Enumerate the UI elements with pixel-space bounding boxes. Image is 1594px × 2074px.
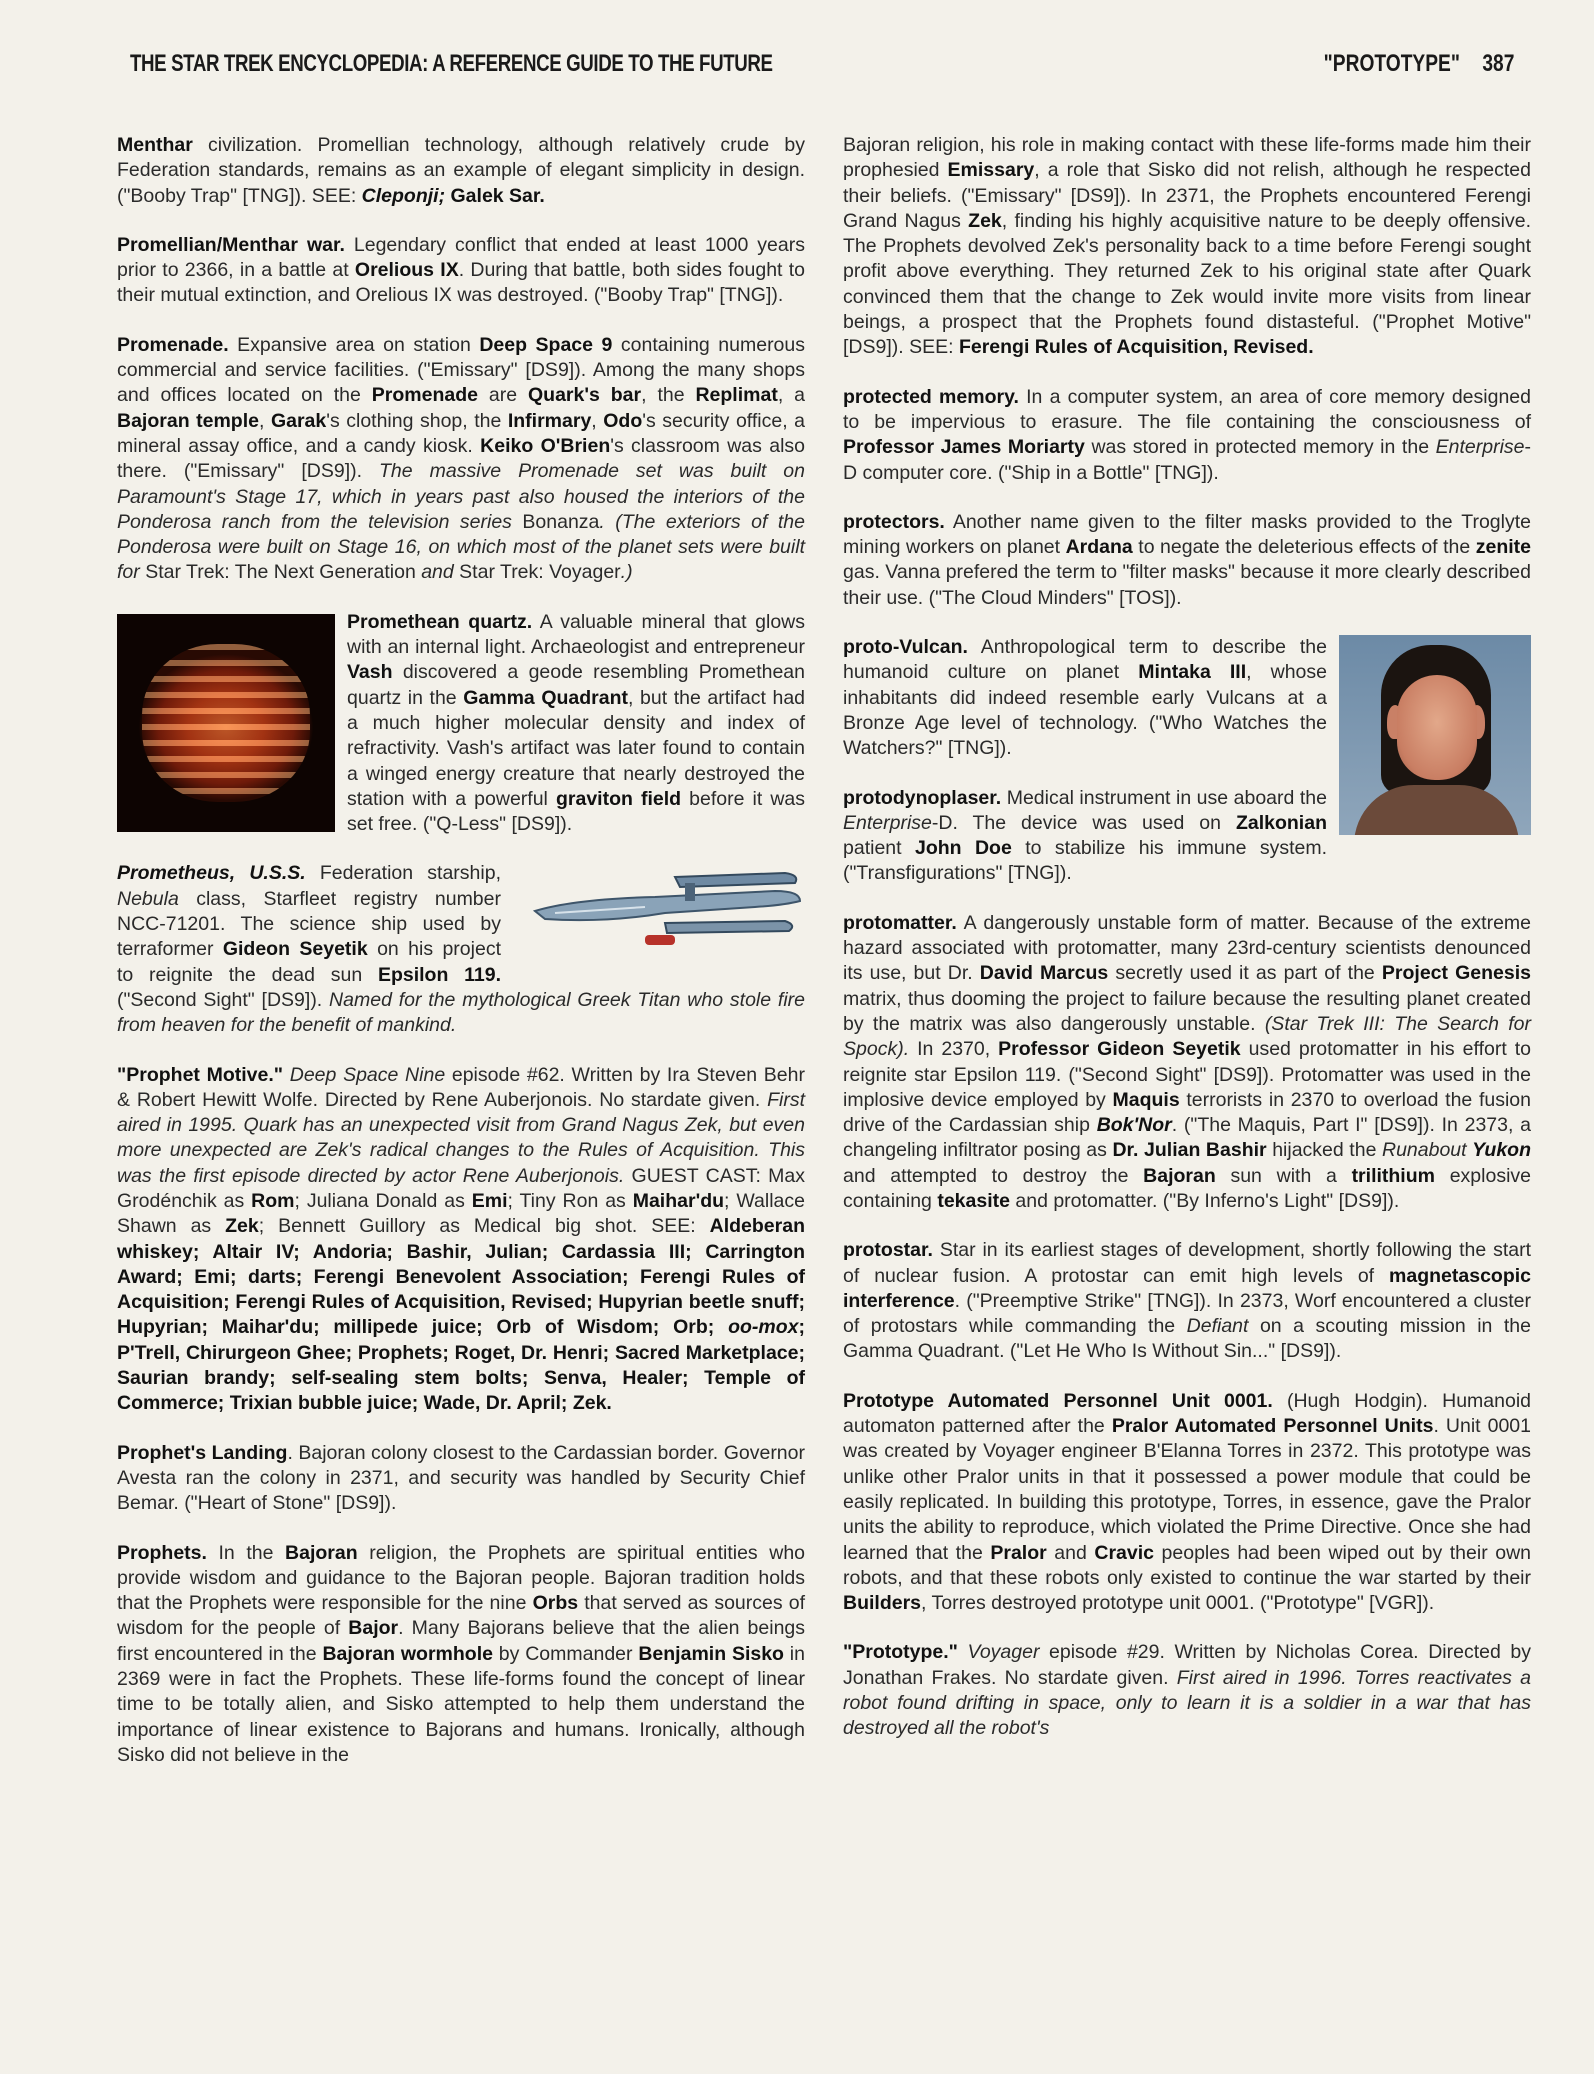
cross-ref: Dr. Julian Bashir [1112, 1139, 1267, 1162]
entry-menthar-continued [117, 133, 805, 209]
entry-term: Promellian/Menthar war. [117, 233, 345, 256]
text: , finding his highly acquisitive nature to be deeply offensive. The Prophets devolved Zek's personality back to a time before Ferengi sought profit above everything. They returned Zek to his original state after Quark convinced them that the change to Zek would invite more visits from linear beings, a prospect that the Prophets found distasteful. ("Prophet Motive" [DS9]). SEE: [843, 209, 1531, 359]
entry-promethean-quartz [117, 610, 805, 838]
text: A dangerously unstable form of matter. Because of the extreme hazard associated with protomatter, many 23rd-century scientists denounced its use, but Dr. [843, 911, 1531, 985]
text: Another name given to the filter masks provided to the Troglyte mining workers on planet [843, 510, 1531, 559]
annotation: First aired in 1995. Quark has an unexpected visit from Grand Nagus Zek, but even more unexpected are Zek's radical changes to the Rules of Acquisition. This was the first episode directed by actor Rene Auberjonois. [117, 1088, 805, 1187]
text [958, 1641, 968, 1663]
entry-proto-vulcan [843, 635, 1531, 761]
text: . Bajoran colony closest to the Cardassian border. Governor Avesta ran the colony in 2371, and security was handled by Security Chief Bemar. ("Heart of Stone" [DS9]). [117, 1441, 805, 1515]
text: Enterprise [843, 811, 932, 834]
text: that served as sources of wisdom for the people of [117, 1592, 806, 1640]
cross-ref: Quark's bar [528, 384, 642, 407]
annotation: First aired in 1996. Torres reactivates a robot found drifting in space, only to learn it is a soldier in a war that has destroyed all the robot's [843, 1666, 1531, 1740]
annotation: . (The exteriors of the Ponderosa were built on Stage 16, on which most of the planet sets were built for [117, 510, 805, 584]
cross-ref: Cleponji; [361, 184, 446, 207]
text: , the [641, 384, 696, 407]
text: to stabilize his immune system. ("Transfigurations" [TNG]). [843, 837, 1327, 885]
annotation: The massive Promenade set was built on Paramount's Stage 17, which in years past also housed the interiors of the Ponderosa ranch from the television series [117, 460, 806, 533]
text: Legendary conflict that ended at least 1000 years prior to 2366, in a battle at [117, 233, 805, 282]
entry-term: Prophets. [117, 1541, 207, 1564]
running-header-right [1323, 50, 1514, 78]
entry-protomatter [843, 911, 1531, 1215]
text: to negate the deleterious effects of the [1132, 536, 1476, 559]
cross-ref: Keiko O'Brien [480, 434, 611, 457]
right-column [843, 133, 1531, 1766]
cross-ref: Infirmary [507, 409, 592, 432]
text: Star in its earliest stages of development, shortly following the start of nuclear fusion. A protostar can emit high levels of [843, 1239, 1531, 1287]
text: class, Starfleet registry number NCC-71201. The science ship used by terraformer [117, 887, 501, 961]
entry-term: Prophet's Landing [117, 1441, 288, 1464]
text: In a computer system, an area of core memory designed to be impervious to erasure. The file containing the consciousness of [843, 385, 1531, 433]
text: sun with a [1215, 1164, 1352, 1187]
text: , [591, 409, 604, 432]
cross-ref: Galek Sar. [445, 184, 545, 207]
cross-ref: Zalkonian [1235, 811, 1327, 834]
text: Federation starship, [305, 862, 501, 885]
entry-protected-memory [843, 385, 1531, 486]
cross-ref: Bok'Nor [1096, 1114, 1172, 1137]
cross-ref: Zek [225, 1215, 259, 1238]
cross-ref: oo-mox [728, 1316, 799, 1339]
text: , a role that Sisko did not relish, although he respected their beliefs. ("Emissary" [DS9]). In 2371, the Prophets encountered Ferengi Grand Nagus [843, 159, 1531, 232]
entry-term: protectors. [843, 510, 945, 533]
text: . During that battle, both sides fought to their mutual extinction, and Orelious IX was destroyed. ("Booby Trap" [TNG]). [117, 259, 806, 307]
entry-term: Promethean quartz. [347, 610, 533, 633]
cross-ref: graviton field [555, 787, 682, 810]
cross-ref: Professor Gideon Seyetik [998, 1038, 1241, 1061]
cross-ref: trilithium [1351, 1164, 1435, 1187]
text: used protomatter in his effort to reignite star Epsilon 119. ("Second Sight" [DS9]). Protomatter was used in the implosive device employed by [843, 1038, 1531, 1111]
cross-ref: Orbs [532, 1592, 579, 1615]
text: ; Wallace Shawn as [117, 1189, 805, 1238]
running-header-title: THE STAR TREK ENCYCLOPEDIA: A REFERENCE GUIDE TO THE FUTURE [130, 50, 773, 77]
page-number: 387 [1481, 50, 1514, 77]
text: episode #29. Written by Nicholas Corea. Directed by Jonathan Frakes. No stardate given. [843, 1641, 1531, 1689]
text: (Hugh Hodgin). Humanoid automaton patterned after the [843, 1389, 1531, 1438]
entry-prophets [117, 1541, 805, 1769]
entry-prototype-unit-0001 [843, 1389, 1531, 1617]
text: ; Juliana Donald as [294, 1189, 472, 1212]
cross-ref: Emissary [947, 159, 1035, 182]
cross-ref: Builders [843, 1592, 922, 1615]
text: A valuable mineral that glows with an internal light. Archaeologist and entrepreneur [347, 610, 805, 659]
text: on a scouting mission in the Gamma Quadrant. ("Let He Who Is Without Sin..." [DS9]). [843, 1315, 1531, 1363]
text: by Commander [492, 1642, 639, 1665]
cross-ref: Yukon [1472, 1139, 1531, 1162]
entry-promenade [117, 333, 805, 586]
text: , but the artifact had a much higher molecular density and index of refractivity. Vash's artifact was later found to contain a winged energy creature that nearly destroyed the station with a powerful [347, 686, 806, 810]
cross-ref: Promenade [371, 384, 478, 407]
entry-term: protomatter. [843, 911, 957, 934]
cross-ref: magnetascopic interference [843, 1264, 1531, 1312]
cross-ref: David Marcus [979, 962, 1109, 985]
text: hijacked the [1266, 1139, 1382, 1162]
cross-ref: Professor James Moriarty [843, 436, 1085, 459]
text: terrorists in 2370 to overload the fusion drive of the Cardassian ship [843, 1088, 1531, 1137]
section-title: "PROTOTYPE" [1323, 50, 1460, 77]
entry-term: protostar. [843, 1239, 933, 1262]
cross-ref: Bajoran wormhole [322, 1642, 493, 1665]
text: containing numerous commercial and service facilities. ("Emissary" [DS9]). Among the many shops and offices located on the [117, 333, 806, 407]
entry-uss-prometheus [117, 861, 805, 1038]
text [283, 1064, 290, 1086]
annotation: (Star Trek III: The Search for Spock). [843, 1012, 1531, 1061]
text: episode #62. Written by Ira Steven Behr & Robert Hewitt Wolfe. Directed by Rene Auberjonois. No stardate given. [117, 1063, 805, 1111]
cross-ref: Bajoran temple [117, 409, 259, 432]
entry-term: protodynoplaser. [843, 786, 1002, 809]
entry-term: protected memory. [843, 385, 1019, 408]
text: before it was set free. ("Q-Less" [DS9]). [347, 787, 805, 836]
cross-ref: Maihar'du [632, 1189, 725, 1212]
text: and attempted to destroy the [843, 1164, 1144, 1187]
text: Medical instrument in use aboard the [1001, 786, 1327, 809]
entry-prophets-landing [117, 1441, 805, 1517]
term: Menthar [117, 134, 193, 156]
cross-ref: Garak [270, 409, 327, 432]
cross-ref: Bajoran [285, 1541, 358, 1564]
promethean-quartz-image [117, 614, 335, 832]
cross-ref: Bajor [348, 1617, 399, 1640]
text: GUEST CAST: Max Grodénchik as [117, 1164, 805, 1212]
cross-ref: Odo [603, 409, 643, 432]
text: in 2369 were in fact the Prophets. These life-forms found the concept of linear time to be totally alien, and Sisko attempted to help them understand the importance of linear existence to Bajorans and humans. Ironically, although Sisko did not believe in the [117, 1642, 805, 1766]
text: , Torres destroyed prototype unit 0001. ("Prototype" [VGR]). [921, 1592, 1435, 1615]
text: -D computer core. ("Ship in a Bottle" [TNG]). [843, 436, 1532, 484]
text: Nebula [117, 887, 179, 910]
entry-term: Prototype Automated Personnel Unit 0001. [843, 1389, 1273, 1412]
cross-ref: Mintaka III [1138, 661, 1247, 684]
text: and protomatter. ("By Inferno's Light" [DS9]). [1009, 1189, 1400, 1212]
text: Deep Space Nine [289, 1063, 446, 1086]
text: , whose inhabitants did indeed resemble early Vulcans at a Bronze Age level of technology. ("Who Watches the Watchers?" [TNG]). [843, 661, 1327, 760]
cross-ref: Project Genesis [1381, 962, 1531, 985]
cross-ref: Cravic [1094, 1541, 1154, 1564]
text: are [477, 384, 528, 407]
left-column [117, 133, 805, 1792]
cross-ref-list: ; P'Trell, Chirurgeon Ghee; Prophets; Roget, Dr. Henri; Sacred Marketplace; Saurian brandy; self-sealing stem bolts; Senva, Healer; Temple of Commerce; Trixian bubble juice; Wade, Dr. April; Zek. [117, 1316, 805, 1415]
text: was stored in protected memory in the [1084, 436, 1436, 459]
annotation: Named for the mythological Greek Titan who stole fire from heaven for the benefit of mankind. [117, 988, 805, 1037]
cross-ref: tekasite [937, 1189, 1010, 1212]
text: 's clothing shop, the [326, 409, 508, 432]
entry-prophets-continued [843, 133, 1531, 361]
text: ; Bennett Guillory as Medical big shot. SEE: [258, 1215, 710, 1238]
text: . ("Preemptive Strike" [TNG]). In 2373, Worf encountered a cluster of protostars while commanding the [843, 1289, 1531, 1338]
entry-term: proto-Vulcan. [843, 636, 968, 659]
cross-ref: Zek [968, 209, 1002, 232]
uss-prometheus-image [515, 861, 805, 961]
text: Anthropological term to describe the humanoid culture on planet [843, 636, 1327, 684]
cross-ref: Gamma Quadrant [463, 686, 629, 709]
entry-term: "Prototype." [843, 1641, 958, 1664]
text: , [258, 409, 271, 432]
cross-ref: Gideon Seyetik [222, 938, 368, 961]
proto-vulcan-photo [1339, 635, 1531, 835]
text: . ("The Maquis, Part I" [DS9]). In 2373, a changeling infiltrator posing as [843, 1114, 1531, 1162]
cross-ref: Bajoran [1143, 1164, 1216, 1187]
text: . Many Bajorans believe that the alien beings first encountered in the [117, 1617, 806, 1665]
annotation: .) [620, 561, 633, 584]
cross-ref: Ferengi Rules of Acquisition, Revised. [958, 336, 1314, 359]
text: gas. Vanna prefered the term to "filter masks" because it more clearly described their use. ("The Cloud Minders" [TOS]). [843, 561, 1531, 609]
cross-ref: Orelious IX [354, 259, 459, 282]
text: religion, the Prophets are spiritual entities who provide wisdom and guidance to the Bajoran people. Bajoran tradition holds that the Prophets were responsible for the nine [117, 1541, 806, 1615]
cross-ref: Vash [347, 661, 393, 684]
text: civilization. Promellian technology, although relatively crude by Federation standards, remains as an example of elegant simplicity in design. ("Booby Trap" [TNG]). SEE: [117, 134, 805, 207]
cross-ref-list: Aldeberan whiskey; Altair IV; Andoria; Bashir, Julian; Cardassia III; Carrington Award; Emi; darts; Ferengi Benevolent Association; Ferengi Rules of Acquisition; Ferengi Rules of Acquisition, Revised; Hupyrian beetle snuff; Hupyrian; Maihar'du; millipede juice; Orb of Wisdom; Orb; [117, 1215, 805, 1339]
text: secretly used it as part of the [1108, 962, 1382, 985]
text: Defiant [1186, 1315, 1249, 1338]
text: explosive containing [843, 1164, 1531, 1212]
entry-term: "Prophet Motive." [117, 1063, 284, 1086]
text: ; Tiny Ron as [507, 1189, 633, 1212]
text: on his project to reignite the dead sun [117, 938, 501, 986]
entry-protostar [843, 1238, 1531, 1364]
cross-ref: Epsilon 119. [377, 963, 501, 986]
text: ("Second Sight" [DS9]). [117, 988, 330, 1011]
text: Star Trek: The Next Generation [145, 561, 416, 584]
entry-prophet-motive [117, 1063, 805, 1417]
text: Enterprise [1435, 436, 1525, 459]
text: Star Trek: Voyager [459, 561, 621, 584]
cross-ref: Benjamin Sisko [638, 1642, 784, 1665]
text: In 2370, [909, 1038, 999, 1061]
entry-prototype-episode [843, 1640, 1531, 1741]
text: -D. The device was used on [931, 811, 1236, 834]
text: and [1046, 1541, 1095, 1564]
entry-promellian-menthar-war [117, 233, 805, 309]
text: In the [206, 1541, 286, 1564]
text: , a [777, 384, 806, 407]
cross-ref: Rom [251, 1189, 295, 1212]
cross-ref: Replimat [695, 384, 778, 407]
cross-ref: Pralor [990, 1541, 1047, 1564]
text: . Unit 0001 was created by Voyager engineer B'Elanna Torres in 2372. This prototype was unlike other Pralor units in that it possessed a power module that could be easily replicated. In building this prototype, Torres, in essence, gave the Pralor units the ability to reproduce, which violated the Prime Directive. Once she had learned that the [843, 1415, 1531, 1564]
cross-ref: John Doe [914, 837, 1012, 860]
cross-ref: Maquis [1112, 1088, 1180, 1111]
text: peoples had been wiped out by their own robots, and that these robots only existed to continue the war started by their [843, 1541, 1532, 1589]
annotation: and [415, 561, 460, 584]
text: matrix, thus dooming the project to failure because the resulting planet created by the matrix was also dangerously unstable. [843, 987, 1531, 1035]
text: Runabout [1381, 1139, 1473, 1162]
text: 's security office, a mineral assay office, and a candy kiosk. [117, 409, 806, 457]
text: Bajoran religion, his role in making contact with these life-forms made him their prophesied [843, 134, 1531, 182]
entry-term: Promenade. [117, 333, 229, 356]
text: 's classroom was also there. ("Emissary" [DS9]). [117, 434, 806, 483]
text: patient [843, 837, 915, 860]
entry-protectors [843, 510, 1531, 611]
cross-ref: Pralor Automated Personnel Units [1111, 1415, 1434, 1438]
text: Voyager [967, 1641, 1040, 1664]
text: Expansive area on station [228, 333, 480, 356]
cross-ref: Deep Space 9 [479, 333, 613, 356]
text: Bonanza [522, 510, 600, 533]
cross-ref: zenite [1475, 536, 1531, 559]
text: discovered a geode resembling Promethean quartz in the [347, 661, 805, 709]
cross-ref: Ardana [1065, 536, 1133, 559]
cross-ref: Emi [471, 1189, 508, 1212]
entry-term: Prometheus, U.S.S. [117, 862, 306, 885]
